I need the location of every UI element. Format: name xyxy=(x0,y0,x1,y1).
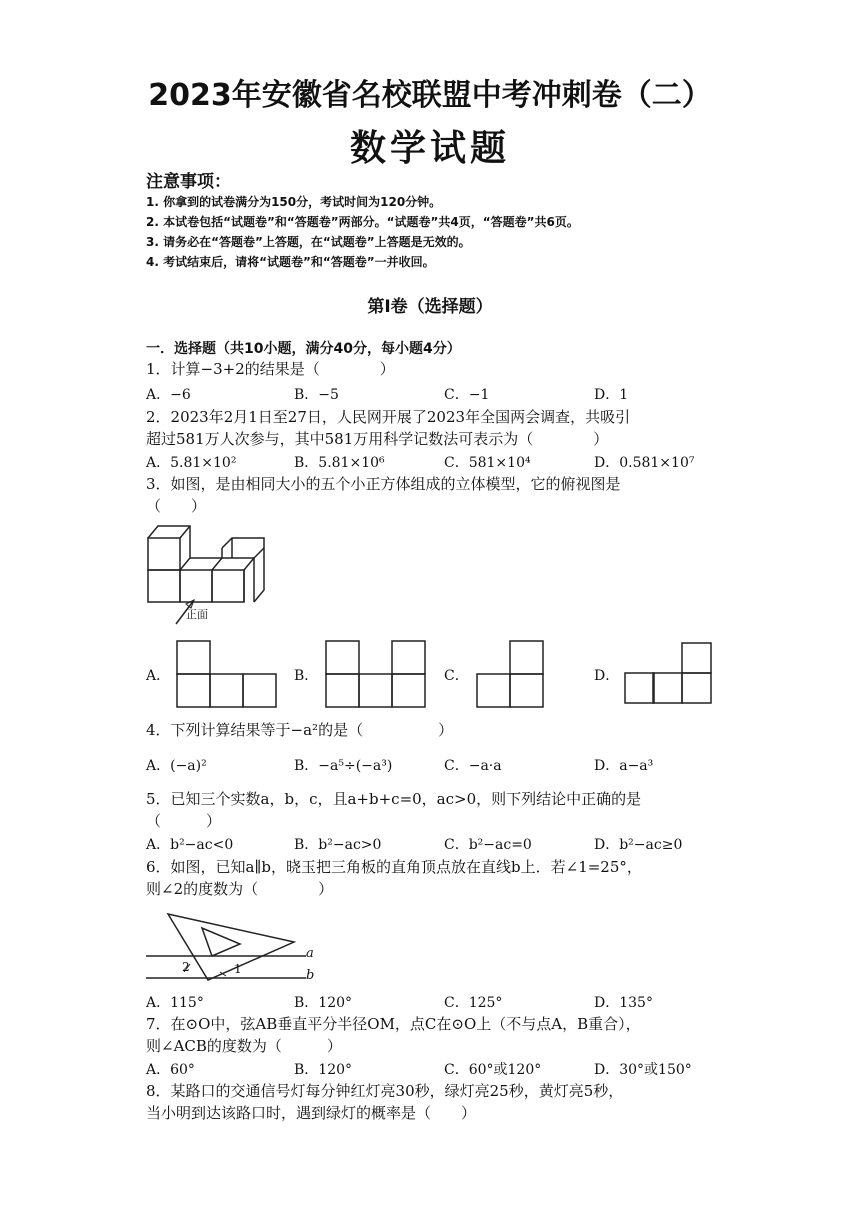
q7-option-b: B．120° xyxy=(294,1062,353,1078)
question-8-text: 当小明到达该路口时，遇到绿灯的概率是（ ） xyxy=(146,1104,477,1122)
question-5-text: 5．已知三个实数a，b，c，且a+b+c=0，ac>0，则下列结论中正确的是 xyxy=(146,790,642,808)
q6-option-a: A．115° xyxy=(146,995,204,1011)
q6-option-d: D．135° xyxy=(594,995,653,1011)
exam-subtitle: 数学试题 xyxy=(349,127,510,169)
section-title: 第Ⅰ卷（选择题） xyxy=(367,297,493,317)
q1-option-b: B．−5 xyxy=(294,387,339,403)
question-7-text: 则∠ACB的度数为（ ） xyxy=(146,1037,342,1055)
q3-option-c: C． xyxy=(444,668,469,684)
q4-option-c: C．−a·a xyxy=(444,758,502,774)
q1-option-a: A．−6 xyxy=(146,387,191,403)
notice-item: 1. 你拿到的试卷满分为150分，考试时间为120分钟。 xyxy=(146,195,442,209)
q4-option-d: D．a−a³ xyxy=(594,758,654,774)
question-4-text: 4．下列计算结果等于−a²的是（ ） xyxy=(146,721,454,739)
q5-option-c: C．b²−ac=0 xyxy=(444,837,532,853)
q5-option-d: D．b²−ac≥0 xyxy=(594,837,683,853)
q3-option-b-figure xyxy=(325,640,429,708)
question-6-text: 6．如图，已知a∥b，晓玉把三角板的直角顶点放在直线b上．若∠1=25°， xyxy=(146,858,642,876)
question-8-text: 8．某路口的交通信号灯每分钟红灯亮30秒，绿灯亮25秒，黄灯亮5秒， xyxy=(146,1082,624,1100)
part-title: 一．选择题（共10小题，满分40分，每小题4分） xyxy=(146,341,461,357)
q5-option-b: B．b²−ac>0 xyxy=(294,837,382,853)
q2-option-c: C．581×10⁴ xyxy=(444,455,531,471)
front-view-label: 正面 xyxy=(186,608,208,621)
line-a-label: a xyxy=(306,946,314,961)
q6-option-b: B．120° xyxy=(294,995,353,1011)
q6-option-c: C．125° xyxy=(444,995,503,1011)
q4-option-b: B．−a⁵÷(−a³) xyxy=(294,758,393,774)
q5-option-a: A．b²−ac<0 xyxy=(146,837,234,853)
q3-option-b: B． xyxy=(294,668,319,684)
angle-2-label: 2 xyxy=(182,960,190,974)
question-7-text: 7．在⊙O中，弦AB垂直平分半径OM，点C在⊙O上（不与点A，B重合）， xyxy=(146,1015,641,1033)
notice-item: 4. 考试结束后，请将“试题卷”和“答题卷”一并收回。 xyxy=(146,255,435,269)
exam-title: 2023年安徽省名校联盟中考冲刺卷（二） xyxy=(148,78,712,113)
question-5-text: （ ） xyxy=(146,812,222,830)
line-b-label: b xyxy=(306,968,315,983)
q1-option-c: C．−1 xyxy=(444,387,490,403)
angle-1-label: 1 xyxy=(234,962,242,976)
q3-option-a-figure xyxy=(176,640,280,708)
notice-item: 3. 请务必在“答题卷”上答题，在“试题卷”上答题是无效的。 xyxy=(146,235,471,249)
question-3-text: （ ） xyxy=(146,497,207,515)
question-2-text: 超过581万人次参与，其中581万用科学记数法可表示为（ ） xyxy=(146,430,609,448)
q3-option-d: D． xyxy=(594,668,620,684)
q7-option-a: A．60° xyxy=(146,1062,195,1078)
question-3-text: 3．如图，是由相同大小的五个小正方体组成的立体模型，它的俯视图是 xyxy=(146,475,621,493)
q7-option-c: C．60°或120° xyxy=(444,1062,542,1078)
q7-option-d: D．30°或150° xyxy=(594,1062,692,1078)
q2-option-d: D．0.581×10⁷ xyxy=(594,455,695,471)
q1-option-d: D．1 xyxy=(594,387,629,403)
q4-option-a: A．(−a)² xyxy=(146,758,207,774)
question-2-text: 2．2023年2月1日至27日，人民网开展了2023年全国两会调查，共吸引 xyxy=(146,408,631,426)
q2-option-b: B．5.81×10⁶ xyxy=(294,455,385,471)
q3-option-c-figure xyxy=(476,640,546,708)
question-6-text: 则∠2的度数为（ ） xyxy=(146,880,334,898)
q3-option-a: A． xyxy=(146,668,171,684)
cube-model-figure xyxy=(140,520,280,625)
q2-option-a: A．5.81×10² xyxy=(146,455,237,471)
notice-heading: 注意事项： xyxy=(146,172,231,192)
notice-item: 2. 本试卷包括“试题卷”和“答题卷”两部分。“试题卷”共4页，“答题卷”共6页。 xyxy=(146,215,579,229)
question-1-text: 1．计算−3+2的结果是（ ） xyxy=(146,360,395,378)
q3-option-d-figure xyxy=(624,642,714,706)
